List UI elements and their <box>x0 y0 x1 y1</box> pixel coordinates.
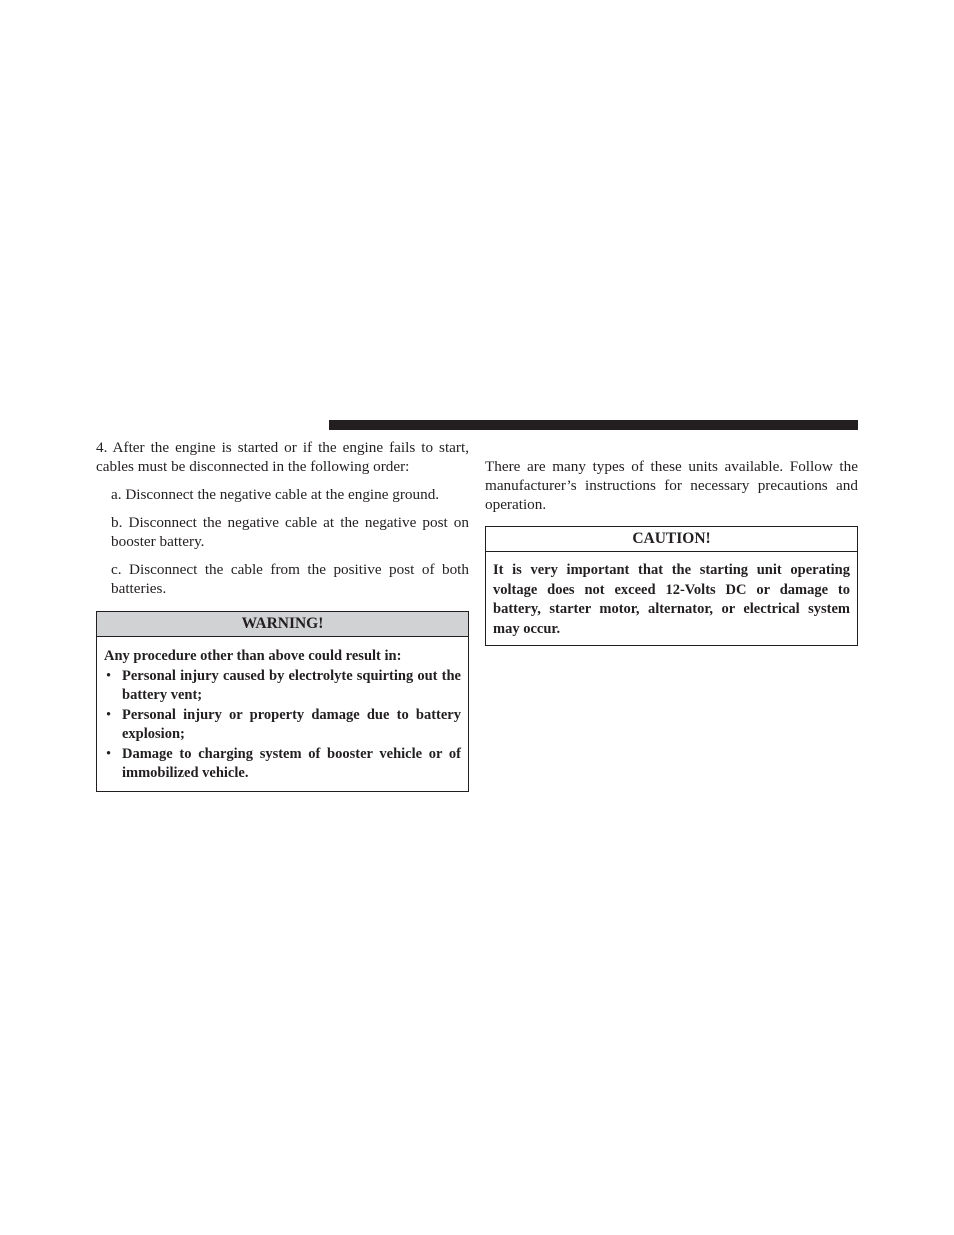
warning-bullet: • Personal injury caused by electrolyte squirting out the battery vent; <box>104 667 461 706</box>
caution-text: It is very important that the starting unit operating voltage does not exceed 12-Volts DC or damage to battery, starter motor, alternator, or electrical system may occur. <box>493 562 850 637</box>
caution-title: CAUTION! <box>486 527 857 552</box>
warning-title: WARNING! <box>97 612 468 637</box>
left-column <box>96 438 469 792</box>
warning-bullet: • Personal injury or property damage due to battery explosion; <box>104 706 461 745</box>
warning-bullet: • Damage to charging system of booster vehicle or of immobilized vehicle. <box>104 745 461 784</box>
warning-bullet-list <box>104 667 461 784</box>
substep-b: b. Disconnect the negative cable at the negative post on booster battery. <box>111 514 469 550</box>
warning-box <box>96 611 469 792</box>
warning-intro: Any procedure other than above could result in: <box>104 648 402 664</box>
substep-a: a. Disconnect the negative cable at the engine ground. <box>111 486 440 503</box>
substep-c: c. Disconnect the cable from the positive post of both batteries. <box>111 561 469 597</box>
warning-body <box>97 637 468 791</box>
caution-box <box>485 526 858 646</box>
units-intro-text: There are many types of these units available. Follow the manufacturer’s instructions for necessary precautions and operation. <box>485 458 858 513</box>
caution-body <box>486 552 857 645</box>
right-column <box>485 438 858 646</box>
section-header-bar <box>329 420 858 430</box>
step-4-text: 4. After the engine is started or if the engine fails to start, cables must be disconnected in the following order: <box>96 439 469 475</box>
